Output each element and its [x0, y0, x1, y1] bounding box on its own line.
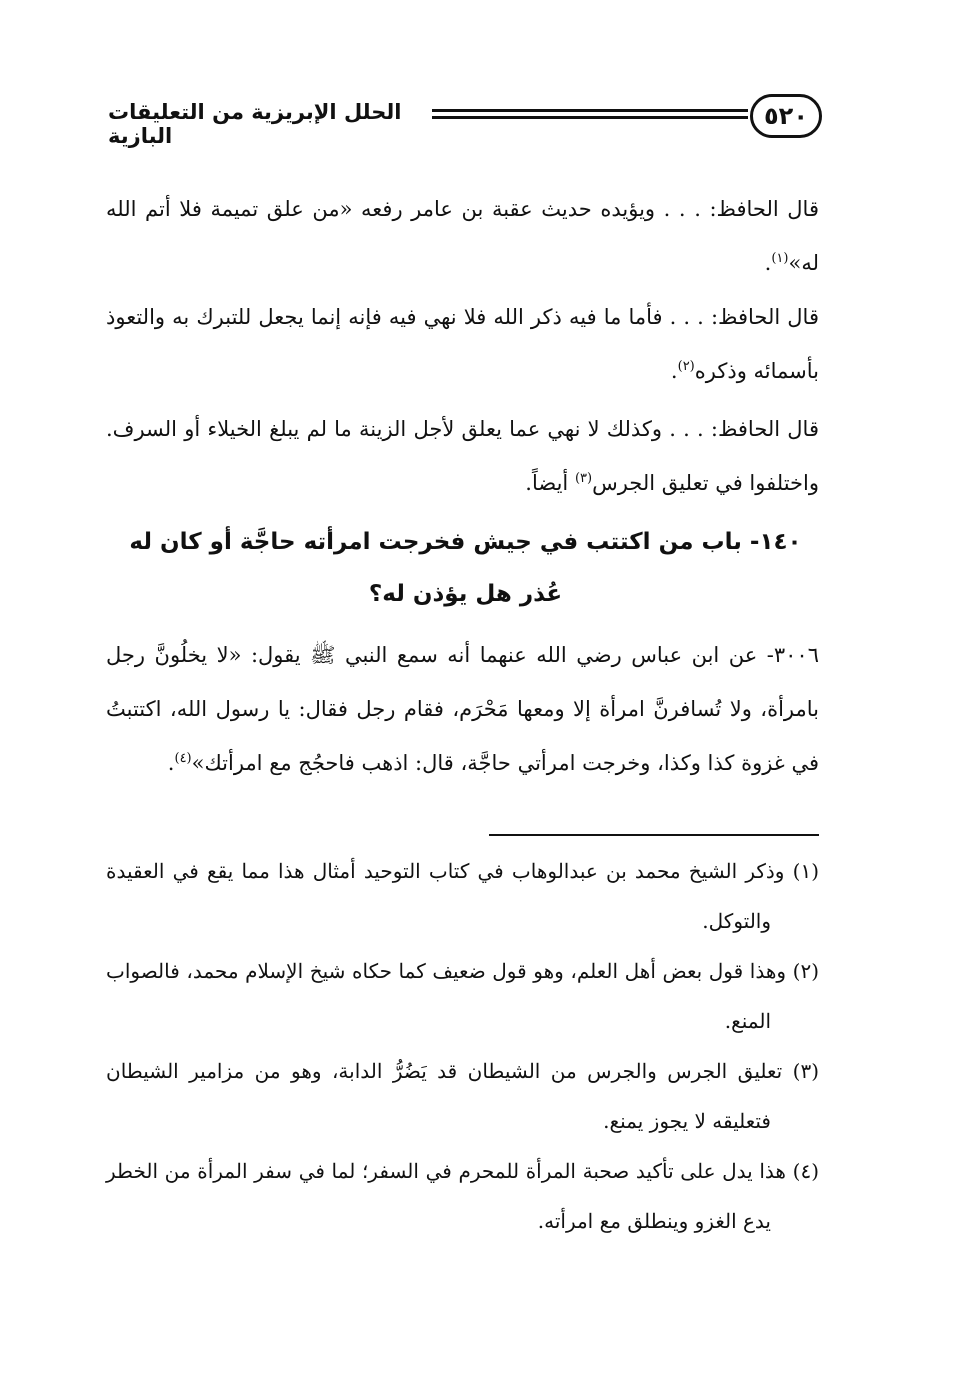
footnote-text: هذا يدل على تأكيد صحبة المرأة للمحرم في السفر؛ لما في سفر المرأة من الخطر يدع الغزو وينطلق مع امرأته.: [106, 1159, 786, 1233]
paragraph-text: قال الحافظ: . . . وكذلك لا نهي عما يعلق لأجل الزينة ما لم يبلغ الخيلاء أو السرف. واختلفوا في تعليق الجرس: [106, 417, 819, 495]
paragraph-end: أيضاً.: [525, 471, 575, 495]
chapter-heading: ١٤٠- باب من اكتتب في جيش فخرجت امرأته حاجَّة أو كان له عُذر هل يؤذن له؟: [129, 529, 802, 607]
paragraph-2: [106, 290, 819, 398]
page-number: ٥٢٠: [750, 94, 822, 138]
hadith-end: .: [167, 751, 175, 775]
footnote-text: تعليق الجرس والجرس من الشيطان قد يَضُرُّ الدابة، وهو من مزامير الشيطان فتعليقه لا يجوز يمنع.: [106, 1059, 783, 1133]
header-rule-thick: [432, 109, 748, 112]
footnote-text: وذكر الشيخ محمد بن عبدالوهاب في كتاب التوحيد أمثال هذا مما يقع في العقيدة والتوكل.: [106, 859, 785, 933]
header-rule-thin: [432, 116, 748, 119]
footnote-item: [106, 846, 819, 946]
footnotes: [106, 846, 819, 1246]
footnote-item: [106, 946, 819, 1046]
footnote-divider: [489, 834, 819, 836]
hadith-paragraph: [106, 628, 819, 790]
footnote-text: وهذا قول بعض أهل العلم، وهو قول ضعيف كما حكاه شيخ الإسلام محمد، فالصواب المنع.: [106, 959, 787, 1033]
footnote-ref: (٤): [174, 751, 192, 766]
page-header: [108, 92, 822, 146]
footnote-marker: (٢): [792, 959, 819, 983]
footnote-item: [106, 1146, 819, 1246]
footnote-item: [106, 1046, 819, 1146]
footnote-ref: (٢): [677, 359, 695, 374]
paragraph-1: [106, 182, 819, 290]
footnote-marker: (٣): [792, 1059, 819, 1083]
hadith-text: ٣٠٠٦- عن ابن عباس رضي الله عنهما أنه سمع النبي ﷺ يقول: «لا يخلُونَّ رجل بامرأة، ولا تُسافرنَّ امرأة إلا ومعها مَحْرَم، فقام رجل فقال: يا رسول الله، اكتتبتُ في غزوة كذا وكذا، وخرجت امرأتي حاجَّة، قال: اذهب فاحجُج مع امرأتك»: [106, 643, 819, 775]
paragraph-end: .: [670, 359, 678, 383]
footnote-marker: (٤): [792, 1159, 819, 1183]
footnote-ref: (١): [771, 251, 789, 266]
paragraph-text: قال الحافظ: . . . فأما ما فيه ذكر الله فلا نهي فيه فإنه إنما يجعل للتبرك به والتعوذ بأسمائه وذكره: [106, 305, 819, 383]
header-rule: [432, 109, 748, 123]
paragraph-end: .: [764, 251, 772, 275]
paragraph-text: قال الحافظ: . . . ويؤيده حديث عقبة بن عامر رفعه «من علق تميمة فلا أتم الله له»: [106, 197, 819, 275]
footnote-ref: (٣): [574, 471, 593, 486]
paragraph-3: [106, 402, 819, 510]
footnote-marker: (١): [792, 859, 819, 883]
book-title: الحلل الإبريزية من التعليقات البازية: [108, 100, 402, 148]
